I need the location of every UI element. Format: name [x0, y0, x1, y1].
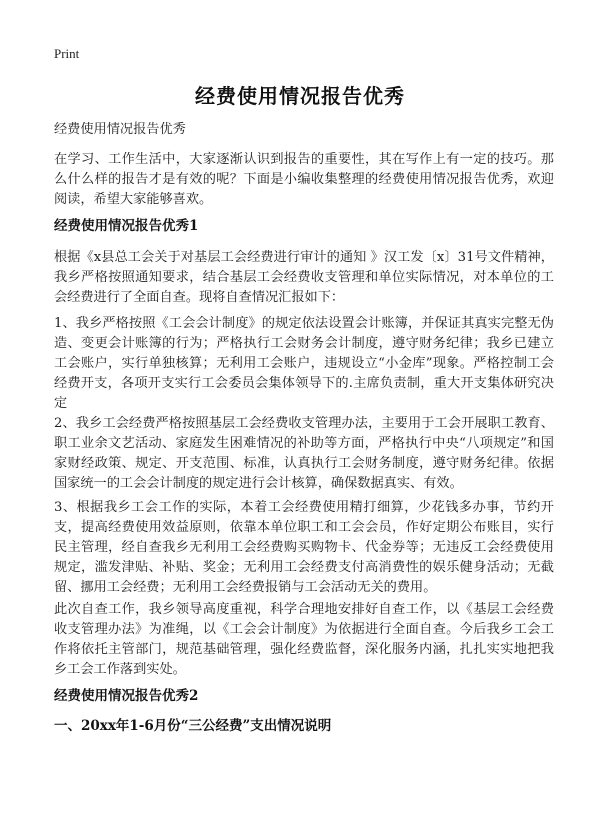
sub-heading: 一、20xx年1-6月份“三公经费”支出情况说明 — [54, 718, 332, 734]
paragraph-4: 3、根据我乡工会工作的实际，本着工会经费使用精打细算，少花钱多办事，节约开支，提高经费使用效益原则，依靠本单位职工和工会会员，作好定期公布账目，实行民主管理，经自查我乡无利用工会经费购买购物卡、代金券等；无违反工会经费使用规定，滥发津贴、补贴、奖金；无利用工会经费支付高消费性的娱乐健身活动；无截留、挪用工会经费；无利用工会经费报销与工会活动无关的费用。 — [54, 500, 554, 595]
section-2-heading: 经费使用情况报告优秀2 — [54, 688, 199, 704]
paragraph-2: 1、我乡严格按照《工会会计制度》的规定依法设置会计账簿，并保证其真实完整无伪造、变更会计账簿的行为；严格执行工会财务会计制度，遵守财务纪律；我乡已建立工会账户，实行单独核算；无利用工会账户，违规设立“小金库”现象。严格控制工会经费开支，各项开支实行工会委员会集体领导下的.主席负责制，重大开支集体研究决定 — [54, 316, 554, 411]
section-1-heading: 经费使用情况报告优秀1 — [54, 218, 199, 234]
paragraph-3: 2、我乡工会经费严格按照基层工会经费收支管理办法，主要用于工会开展职工教育、职工业余文艺活动、家庭发生困难情况的补助等方面，严格执行中央“八项规定”和国家财经政策、规定、开支范围、标准，认真执行工会财务制度，遵守财务纪律。依据国家统一的工会会计制度的规定进行会计核算，确保数据真实、有效。 — [54, 416, 554, 491]
document-title: 经费使用情况报告优秀 — [195, 84, 405, 108]
print-label[interactable]: Print — [54, 46, 80, 61]
paragraph-1: 根据《x县总工会关于对基层工会经费进行审计的通知 》汉工发〔x〕31号文件精神，我乡严格按照通知要求，结合基层工会经费收支管理和单位实际情况，对本单位的工会经费进行了全面自查。现将自查情况汇报如下： — [54, 250, 554, 305]
paragraph-5: 此次自查工作，我乡领导高度重视，科学合理地安排好自查工作，以《基层工会经费收支管理办法》为准绳，以《工会会计制度》为依据进行全面自查。今后我乡工会工作将依托主管部门，规范基础管理，强化经费监督，深化服务内涵，扎扎实实地把我乡工会工作落到实处。 — [54, 602, 554, 677]
subtitle-text: 经费使用情况报告优秀 — [54, 122, 186, 137]
intro-paragraph: 在学习、工作生活中，大家逐渐认识到报告的重要性，其在写作上有一定的技巧。那么什么样的报告才是有效的呢？下面是小编收集整理的经费使用情况报告优秀，欢迎阅读，希望大家能够喜欢。 — [54, 152, 554, 207]
